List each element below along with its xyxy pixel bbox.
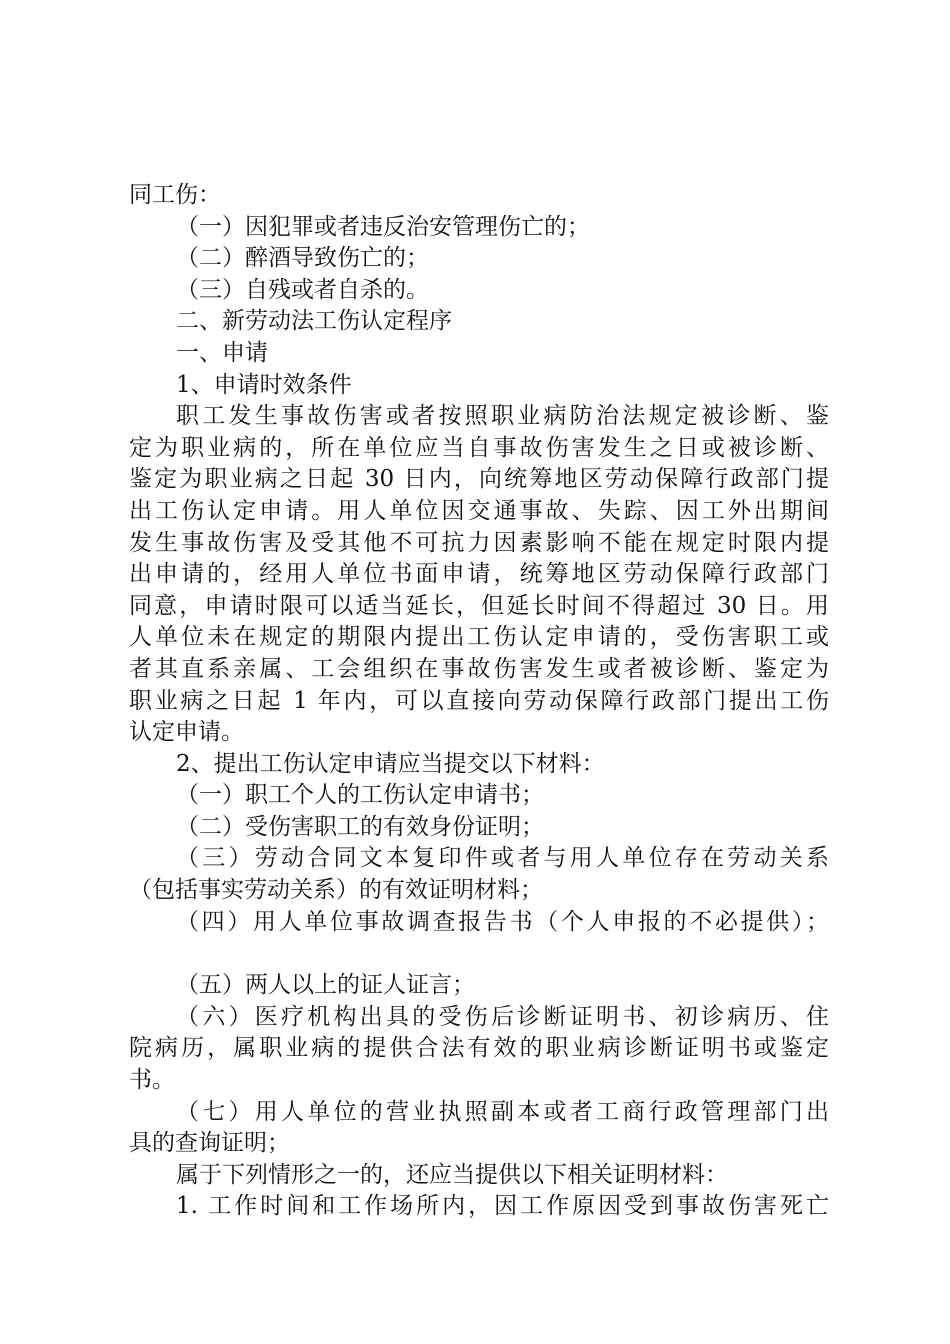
text-line: 出申请的，经用人单位书面申请，统筹地区劳动保障行政部门 <box>129 561 829 588</box>
text-line: 职业病之日起 1 年内，可以直接向劳动保障行政部门提出工伤 <box>129 687 829 714</box>
text-line: 具的查询证明； <box>129 1130 290 1157</box>
section-heading: 一、申请 <box>176 339 268 366</box>
text-line: 发生事故伤害及受其他不可抗力因素影响不能在规定时限内提 <box>129 529 829 556</box>
list-item: （二）受伤害职工的有效身份证明； <box>176 813 544 840</box>
text-line: 同意，申请时限可以适当延长，但延长时间不得超过 30 日。用 <box>129 592 829 619</box>
text-line: 属于下列情形之一的，还应当提供以下相关证明材料： <box>176 1161 728 1188</box>
text-line: （一）因犯罪或者违反治安管理伤亡的； <box>176 213 590 240</box>
list-item: （四）用人单位事故调查报告书（个人申报的不必提供）； <box>176 908 829 935</box>
text-line: 院病历，属职业病的提供合法有效的职业病诊断证明书或鉴定 <box>129 1035 829 1062</box>
text-line: 职工发生事故伤害或者按照职业病防治法规定被诊断、鉴 <box>176 403 829 430</box>
document-body <box>129 180 829 1223</box>
text-line: （包括事实劳动关系）的有效证明材料； <box>129 877 543 904</box>
list-item: （五）两人以上的证人证言； <box>176 972 475 999</box>
subsection-heading: 2、提出工伤认定申请应当提交以下材料： <box>176 750 605 777</box>
text-line: 鉴定为职业病之日起 30 日内，向统筹地区劳动保障行政部门提 <box>129 466 829 493</box>
text-line: 出工伤认定申请。用人单位因交通事故、失踪、因工外出期间 <box>129 497 829 524</box>
text-line: （三）自残或者自杀的。 <box>176 276 429 303</box>
list-item: （七）用人单位的营业执照副本或者工商行政管理部门出 <box>176 1098 829 1125</box>
list-item: （一）职工个人的工伤认定申请书； <box>176 782 544 809</box>
text-line: 认定申请。 <box>129 719 244 746</box>
text-line: 书。 <box>129 1067 175 1094</box>
subsection-heading: 1、申请时效条件 <box>176 371 352 398</box>
text-line: 者其直系亲属、工会组织在事故伤害发生或者被诊断、鉴定为 <box>129 655 829 682</box>
list-item: （三）劳动合同文本复印件或者与用人单位存在劳动关系 <box>176 845 829 872</box>
list-item: 1. 工作时间和工作场所内，因工作原因受到事故伤害死亡 <box>176 1193 829 1220</box>
section-heading: 二、新劳动法工伤认定程序 <box>176 308 452 335</box>
blank-line <box>129 938 829 970</box>
text-line: （二）醉酒导致伤亡的； <box>176 245 429 272</box>
list-item: （六）医疗机构出具的受伤后诊断证明书、初诊病历、住 <box>176 1003 829 1030</box>
text-line: 同工伤： <box>129 182 221 208</box>
text-line: 人单位未在规定的期限内提出工伤认定申请的，受伤害职工或 <box>129 624 829 651</box>
text-line: 定为职业病的，所在单位应当自事故伤害发生之日或被诊断、 <box>129 434 829 461</box>
